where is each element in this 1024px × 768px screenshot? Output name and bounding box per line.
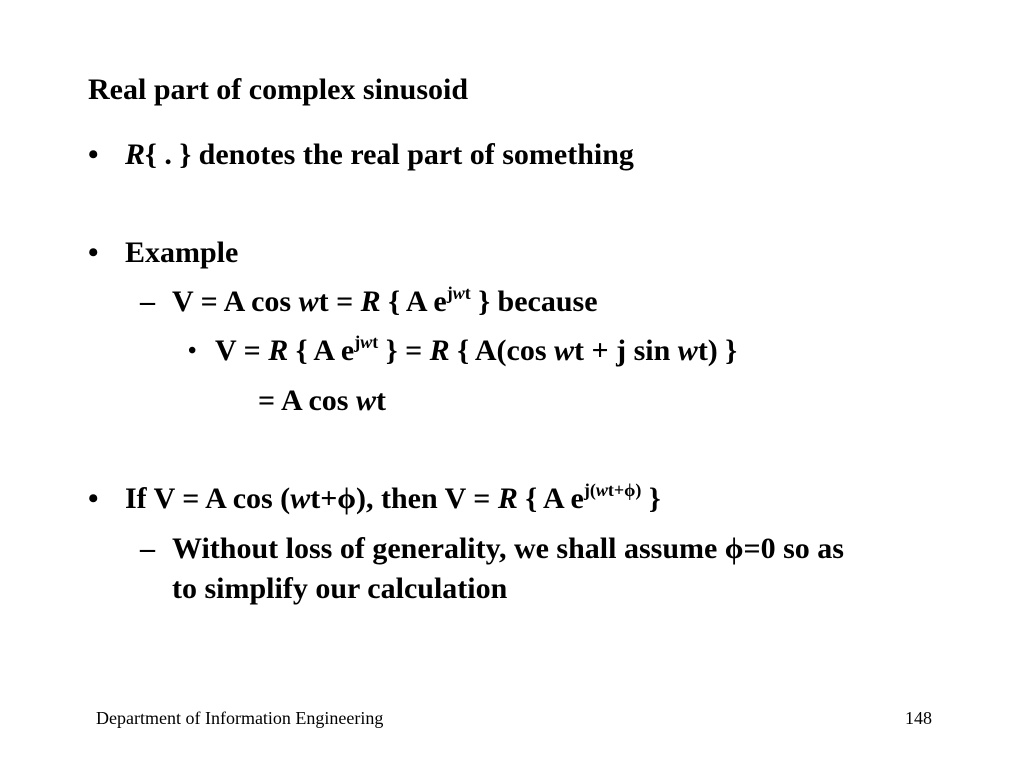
real-part-operator: R (268, 334, 289, 367)
eq-part: { A(cos (449, 334, 554, 367)
footer-department: Department of Information Engineering (96, 708, 384, 728)
sub-bullet-2-1-marker: – (140, 285, 155, 318)
exponent (447, 283, 471, 303)
eq-part: t = (318, 285, 361, 318)
exponent (584, 480, 642, 500)
real-part-operator: R (360, 285, 381, 318)
eq-part: t) } (697, 334, 738, 367)
eq-part: { A e (288, 334, 355, 367)
exp-part: t+ϕ) (607, 480, 642, 500)
page-title: Real part of complex sinusoid (88, 73, 469, 106)
eq-part: V = (215, 334, 269, 367)
bullet-2-marker: • (88, 236, 99, 269)
real-part-operator: R (429, 334, 450, 367)
real-part-operator: R (497, 482, 518, 515)
sub-sub-bullet-text (215, 331, 737, 371)
eq-part: } = (378, 334, 430, 367)
eq-part: { A e (380, 285, 447, 318)
omega-symbol: w (290, 482, 311, 515)
sub-bullet-3-1-line-1: Without loss of generality, we shall assume ϕ=0 so as (172, 532, 844, 565)
omega-symbol: w (355, 384, 376, 417)
eq-part: t (375, 384, 386, 417)
continuation-text (258, 381, 386, 421)
sub-bullet-2-1-text (172, 282, 598, 322)
eq-part: t+ϕ), then V = (310, 482, 498, 515)
bullet-1-marker: • (88, 138, 99, 171)
sub-sub-bullet-marker: • (188, 338, 197, 364)
exp-omega: w (452, 283, 465, 303)
omega-symbol: w (677, 334, 698, 367)
omega-symbol: w (554, 334, 575, 367)
eq-part: } (641, 482, 661, 515)
real-part-operator: R (125, 138, 146, 171)
bullet-3-marker: • (88, 482, 99, 515)
sub-bullet-3-1-marker: – (140, 532, 155, 565)
exp-t: t (464, 283, 471, 303)
exp-j: j (446, 283, 453, 303)
eq-part: } because (470, 285, 598, 318)
exp-omega: w (360, 332, 373, 352)
eq-part: V = A cos (172, 285, 299, 318)
eq-part: { A e (517, 482, 584, 515)
bullet-2-text: Example (125, 236, 239, 269)
exponent (354, 332, 378, 352)
eq-part: = A cos (258, 384, 356, 417)
bullet-1-rest: { . } denotes the real part of something (145, 138, 634, 171)
exp-part: j( (583, 480, 596, 500)
eq-part: If V = A cos ( (125, 482, 291, 515)
eq-part: t + j sin (574, 334, 678, 367)
sub-bullet-3-1-line-2: to simplify our calculation (172, 572, 508, 605)
bullet-3-text (125, 479, 661, 519)
exp-j: j (354, 332, 361, 352)
bullet-1-text (125, 135, 634, 175)
omega-symbol: w (298, 285, 319, 318)
exp-t: t (372, 332, 379, 352)
exp-omega: w (595, 480, 608, 500)
footer-page-number: 148 (905, 708, 932, 728)
